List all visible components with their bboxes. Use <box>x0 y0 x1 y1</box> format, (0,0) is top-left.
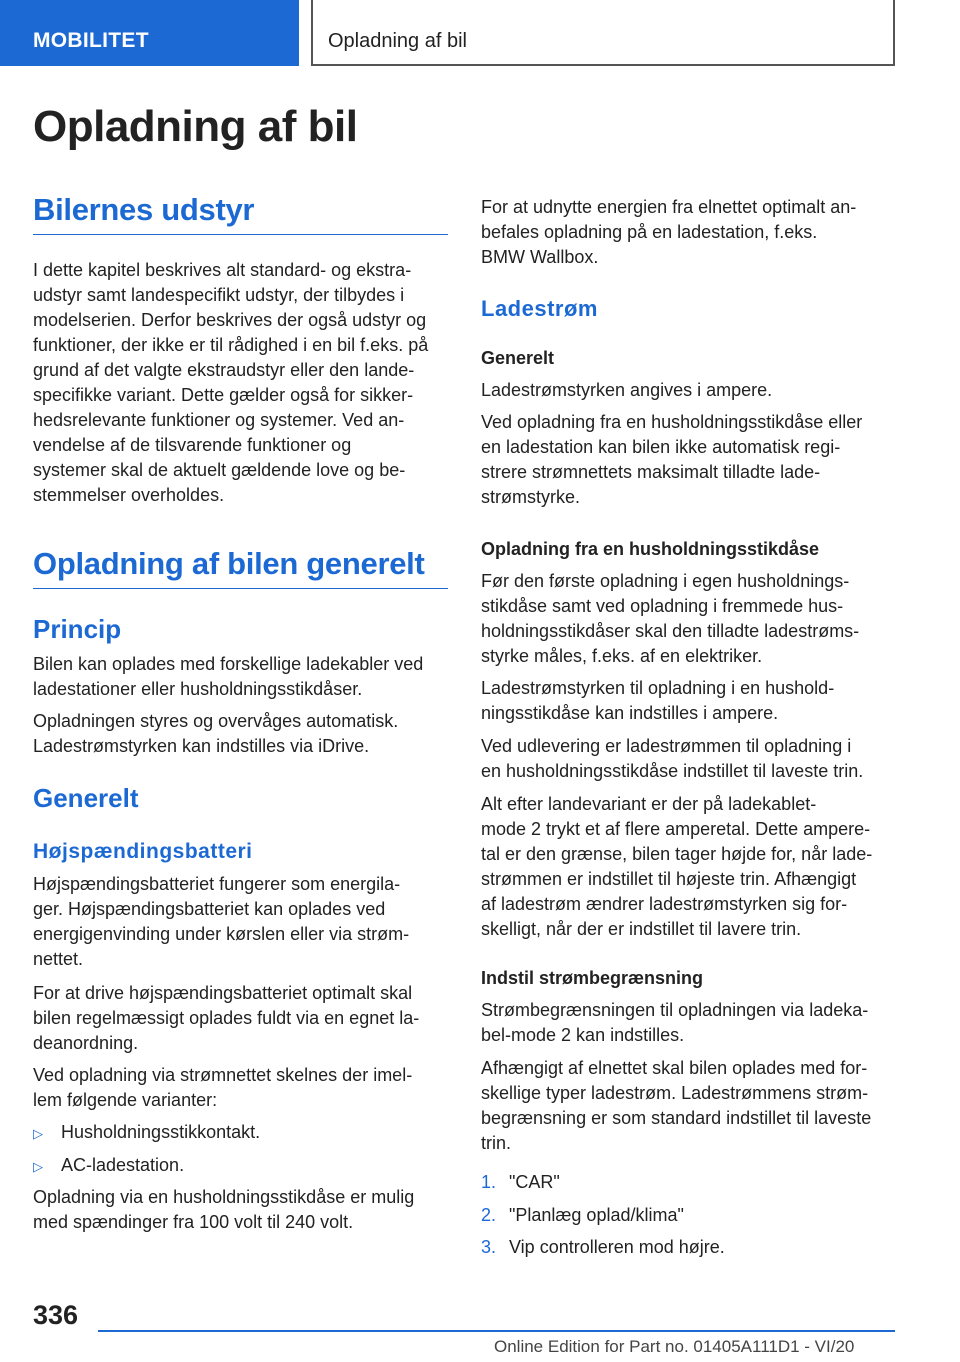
page-header <box>0 0 960 66</box>
page-title: Opladning af bil <box>33 102 358 151</box>
heading-opladning-husholdning: Opladning fra en husholdningsstikdåse <box>481 539 820 559</box>
list-item: ▷ AC-ladestation. <box>33 1153 184 1179</box>
paragraph-equipment-intro: I dette kapitel beskrives alt standard- og ekstra- udstyr samt landespecifikt udstyr, der tilbydes i modelserien. Derfor beskrives der også udstyr og funktioner, der ikke er til rådighed i en bil f.eks. på grund af det valgte ekstraudstyr eller den lande- specifikke variant. Dette gælder også for sikker- hedsrelevante funktioner og systemer. Ved an- vendelse af de tilsvarende funktioner og systemer skal de aktuelt gældende love og be- stemmelser overholdes. <box>33 260 429 505</box>
paragraph-wallbox: For at udnytte energien fra elnettet optimalt an- befales opladning på en ladestation, f.eks. BMW Wallbox. <box>481 197 857 267</box>
paragraph-variants: Ved opladning via strømnettet skelnes der imel- lem følgende varianter: <box>33 1065 413 1110</box>
heading-ladestroem: Ladestrøm <box>481 296 598 321</box>
list-item: 2. "Planlæg oplad/klima" <box>481 1205 684 1225</box>
heading-generelt-right: Generelt <box>481 348 555 368</box>
paragraph-country-variant: Alt efter landevariant er der på ladekablet- mode 2 trykt et af flere amperetal. Dette ampere- tal er den grænse, bilen tager højde for, når lade- strømmen er indstillet til højeste trin. Afhængigt af ladestrøm ændrer ladestrømstyrken sig for- skelligt, når der er indstillet til lavere trin. <box>481 794 873 939</box>
list-item: 1. "CAR" <box>481 1172 560 1192</box>
list-item: 3. Vip controlleren mod højre. <box>481 1237 725 1257</box>
heading-bilernes-udstyr: Bilernes udstyr <box>33 192 448 235</box>
paragraph-battery-2: For at drive højspændingsbatteriet optimalt skal bilen regelmæssigt oplades fuldt via en egnet la- deanordning. <box>33 983 420 1053</box>
heading-princip: Princip <box>33 614 122 644</box>
section-tab: MOBILITET <box>0 0 299 66</box>
paragraph-set-ampere: Ladestrømstyrken til opladning i en hushold- ningsstikdåse kan indstilles i ampere. <box>481 678 835 723</box>
page-number: 336 <box>33 1300 79 1330</box>
paragraph-measure: Før den første opladning i egen husholdnings- stikdåse samt ved opladning i fremmede hus- holdningsstikdåser skal den tilladte ladestrøms- styrke måles, f.eks. af en elektriker. <box>481 571 860 666</box>
heading-opladning-generelt: Opladning af bilen generelt <box>33 546 448 589</box>
paragraph-ampere: Ladestrømstyrken angives i ampere. <box>481 380 773 400</box>
list-item: ▷ Husholdningsstikkontakt. <box>33 1120 260 1146</box>
heading-indstil-stroembegraensning: Indstil strømbegrænsning <box>481 968 704 988</box>
triangle-bullet-icon: ▷ <box>33 1126 43 1141</box>
chapter-tab: Opladning af bil <box>311 0 895 66</box>
paragraph-limit: Strømbegrænsningen til opladningen via ladeka- bel-mode 2 kan indstilles. <box>481 1000 869 1045</box>
triangle-bullet-icon: ▷ <box>33 1159 43 1174</box>
footer-divider <box>98 1330 895 1332</box>
paragraph-delivery: Ved udlevering er ladestrømmen til opladning i en husholdningsstikdåse indstillet til laveste trin. <box>481 736 864 781</box>
paragraph-voltage: Opladning via en husholdningsstikdåse er mulig med spændinger fra 100 volt til 240 volt. <box>33 1187 415 1232</box>
heading-hoejspaendingsbatteri: Højspændingsbatteri <box>33 840 253 863</box>
paragraph-max-current: Ved opladning fra en husholdningsstikdåse eller en ladestation kan bilen ikke automatisk regi- strere strømnettets maksimalt tilladte lade- strømstyrke. <box>481 412 863 507</box>
paragraph-grid: Afhængigt af elnettet skal bilen oplades med for- skellige typer ladestrøm. Ladestrømmens strøm- begrænsning er som standard indstillet til laveste trin. <box>481 1058 872 1153</box>
paragraph-battery-1: Højspændingsbatteriet fungerer som energila- ger. Højspændingsbatteriet kan oplades ved energigenvinding under kørslen eller via strøm- nettet. <box>33 874 410 969</box>
paragraph-princip-1: Bilen kan oplades med forskellige ladekabler ved ladestationer eller husholdningsstikdåser. <box>33 654 424 699</box>
footer-edition: Online Edition for Part no. 01405A111D1 - VI/20 <box>494 1337 855 1356</box>
paragraph-princip-2: Opladningen styres og overvåges automatisk. Ladestrømstyrken kan indstilles via iDrive. <box>33 711 399 756</box>
heading-generelt: Generelt <box>33 783 139 813</box>
